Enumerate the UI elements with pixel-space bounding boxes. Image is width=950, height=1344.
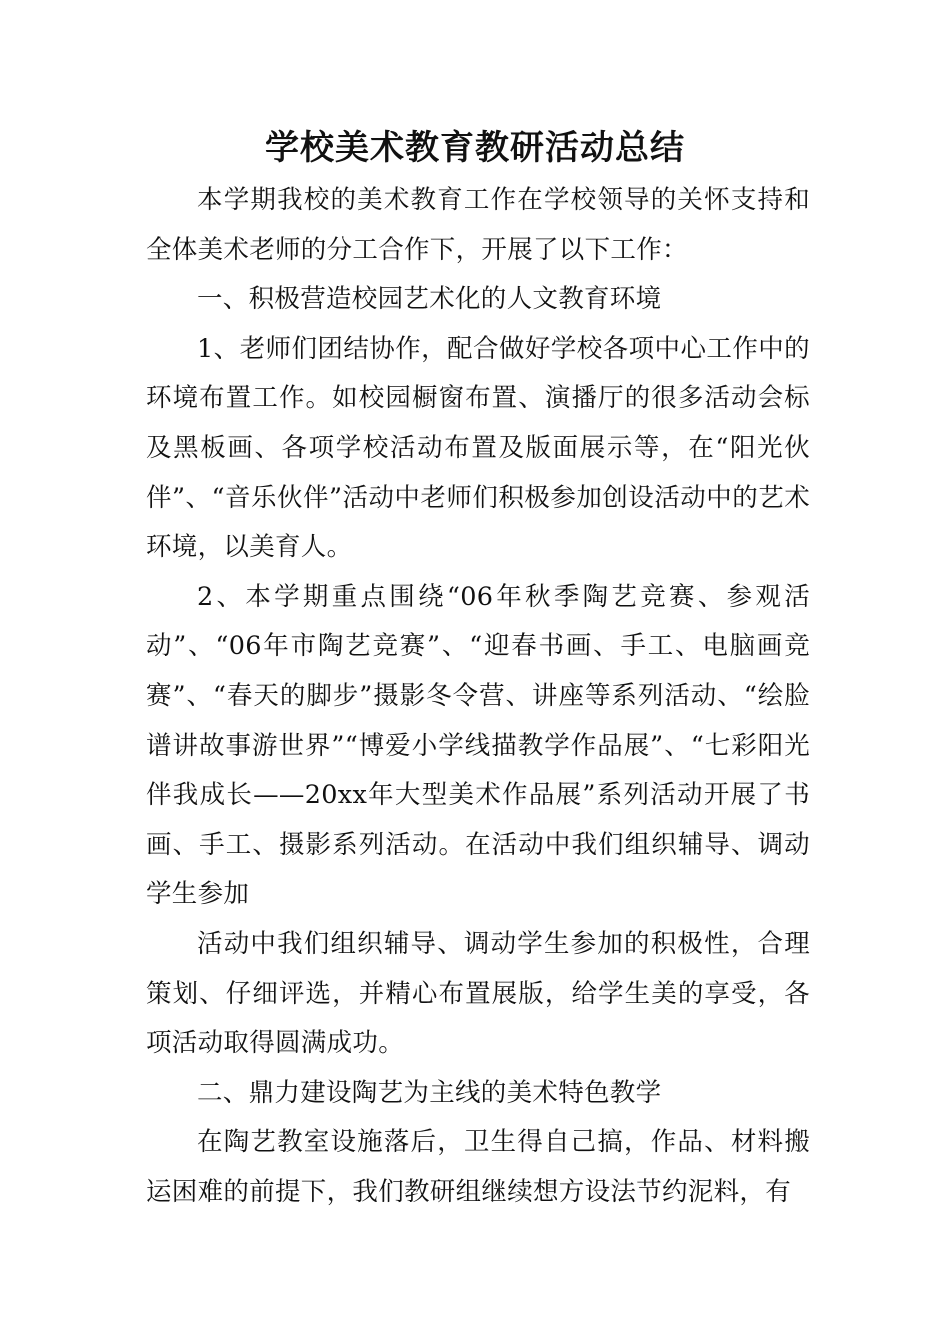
paragraph-item-1: 1、老师们团结协作，配合做好学校各项中心工作中的环境布置工作。如校园橱窗布置、演播厅的很多活动会标及黑板画、各项学校活动布置及版面展示等，在“阳光伙伴”、“音乐伙伴”活动中老师们积极参加创设活动中的艺术环境，以美育人。 bbox=[146, 333, 810, 563]
paragraph-pottery: 在陶艺教室设施落后，卫生得自己搞，作品、材料搬运困难的前提下，我们教研组继续想方设法节约泥料，有 bbox=[146, 1127, 810, 1207]
document-title: 学校美术教育教研活动总结 bbox=[265, 128, 685, 168]
document-body bbox=[146, 176, 810, 1217]
paragraph-intro: 本学期我校的美术教育工作在学校领导的关怀支持和全体美术老师的分工合作下，开展了以下工作： bbox=[146, 185, 810, 265]
section-heading-1: 一、积极营造校园艺术化的人文教育环境 bbox=[197, 284, 662, 315]
paragraph-item-2: 2、本学期重点围绕“06年秋季陶艺竞赛、参观活动”、“06年市陶艺竞赛”、“迎春书画、手工、电脑画竞赛”、“春天的脚步”摄影冬令营、讲座等系列活动、“绘脸谱讲故事游世界”“博爱小学线描教学作品展”、“七彩阳光伴我成长——20xx年大型美术作品展”系列活动开展了书画、手工、摄影系列活动。在活动中我们组织辅导、调动学生参加 bbox=[146, 581, 810, 910]
section-heading-2: 二、鼎力建设陶艺为主线的美术特色教学 bbox=[197, 1077, 662, 1108]
paragraph-activities: 活动中我们组织辅导、调动学生参加的积极性，合理策划、仔细评选，并精心布置展版，给学生美的享受，各项活动取得圆满成功。 bbox=[146, 928, 810, 1059]
